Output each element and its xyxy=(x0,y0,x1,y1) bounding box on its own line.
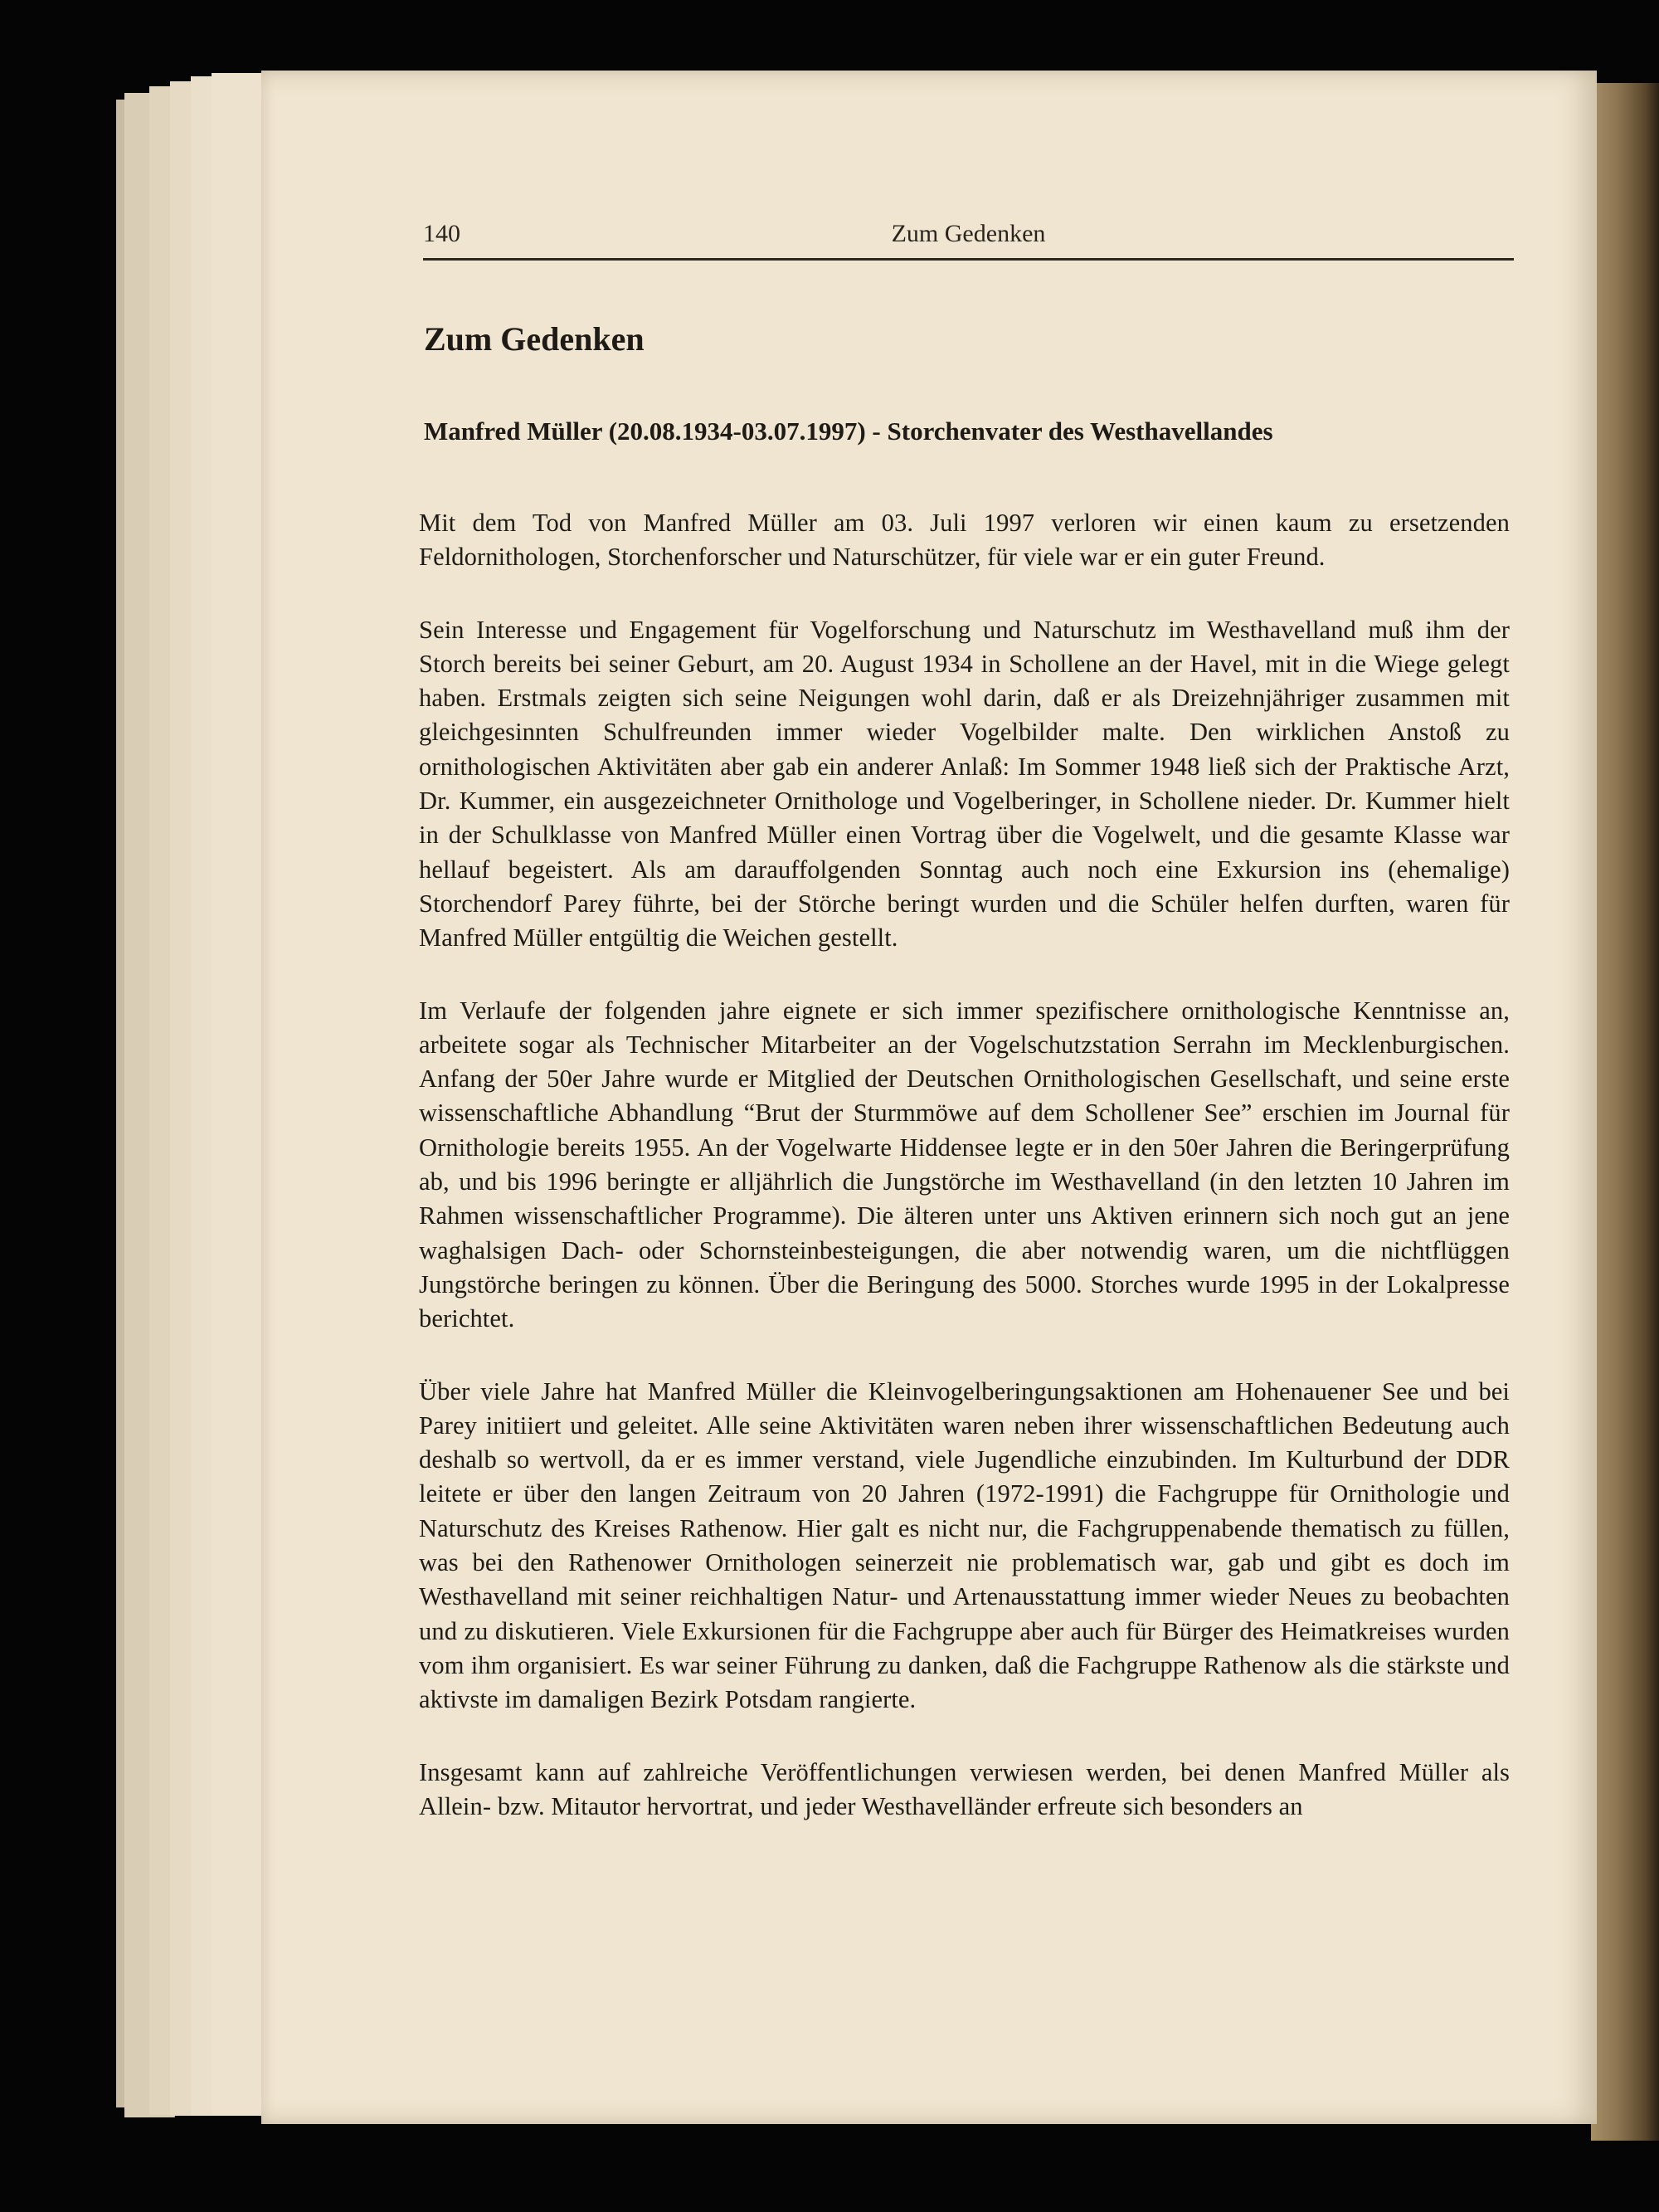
paragraph: Mit dem Tod von Manfred Müller am 03. Juli 1997 verloren wir einen kaum zu ersetzenden Feldornithologen, Storchenforscher und Naturschützer, für viele war er ein guter Freund. xyxy=(419,509,1510,572)
book-gutter xyxy=(1591,83,1659,2141)
paragraph: Insgesamt kann auf zahlreiche Veröffentlichungen verwiesen werden, bei denen Manfred Müller als Allein- bzw. Mitautor hervortrat, und jeder Westhavelländer erfreute sich besonders an xyxy=(419,1757,1510,1820)
paragraph: Sein Interesse und Engagement für Vogelforschung und Naturschutz im Westhavelland muß ihm der Storch bereits bei seiner Geburt, am 20. August 1934 in Schollene an der Havel, mit in die Wiege gelegt haben. Erstmals zeigten sich seine Neigungen wohl darin, daß er als Dreizehnjähriger zusammen mit gleichgesinnten Schulfreunden immer wieder Vogelbilder malte. Den wirklichen Anstoß zu ornithologischen Aktivitäten aber gab ein anderer Anlaß: Im Sommer 1948 ließ sich der Praktische Arzt, Dr. Kummer, ein ausgezeichneter Ornithologe und Vogelberinger, in Schollene nieder. Dr. Kummer hielt in der Schulklasse von Manfred Müller einen Vortrag über die Vogelwelt, und die gesamte Klasse war hellauf begeistert. Als am darauffolgenden Sonntag auch noch eine Exkursion ins (ehemalige) Storchendorf Parey führte, bei der Störche beringt wurden und die Schüler helfen durften, waren für Manfred Müller entgültig die Weichen gestellt. xyxy=(419,615,1510,953)
paragraph: Im Verlaufe der folgenden jahre eignete er sich immer spezifischere ornithologische Kenntnisse an, arbeitete sogar als Technischer Mitarbeiter an der Vogelschutzstation Serrahn im Mecklenburgischen. Anfang der 50er Jahre wurde er Mitglied der Deutschen Ornithologischen Gesellschaft, und seine erste wissenschaftliche Abhandlung “Brut der Sturmmöwe auf dem Schollener See” erschien im Journal für Ornithologie bereits 1955. An der Vogelwarte Hiddensee legte er in den 50er Jahren die Beringerprüfung ab, und bis 1996 beringte er alljährlich die Jungstörche im Westhavelland (in den letzten 10 Jahren im Rahmen wissenschaftlicher Programme). Die älteren unter uns Aktiven erinnern sich noch gut an jene waghalsigen Dach- oder Schornsteinbesteigungen, die aber notwendig waren, um die nichtflüggen Jungstörche beringen zu können. Über die Beringung des 5000. Storches wurde 1995 in der Lokalpresse berichtet. xyxy=(419,996,1510,1333)
paragraph: Über viele Jahre hat Manfred Müller die Kleinvogelberingungsaktionen am Hohenauener See und bei Parey initiiert und geleitet. Alle seine Aktivitäten waren neben ihrer wissenschaftlichen Bedeutung auch deshalb so wertvoll, da er es immer verstand, viele Jugendliche einzubinden. Im Kulturbund der DDR leitete er über den langen Zeitraum von 20 Jahren (1972-1991) die Fachgruppe für Ornithologie und Naturschutz des Kreises Rathenow. Hier galt es nicht nur, die Fachgruppenabende thematisch zu füllen, was bei den Rathenower Ornithologen seinerzeit nie problematisch war, gab und gibt es doch im Westhavelland mit seiner reichhaltigen Natur- und Artenausstattung immer wieder Neues zu beobachten und zu diskutieren. Viele Exkursionen für die Fachgruppe aber auch für Bürger des Heimatkreises wurden vom ihm organisiert. Es war seiner Führung zu danken, daß die Fachgruppe Rathenow als die stärkste und aktivste im damaligen Bezirk Potsdam rangierte. xyxy=(419,1376,1510,1714)
article-subtitle: Manfred Müller (20.08.1934-03.07.1997) - Storchenvater des Westhavellandes xyxy=(424,417,1273,446)
running-header xyxy=(423,220,1514,251)
header-rule xyxy=(423,258,1514,261)
book-page xyxy=(261,71,1597,2124)
page-number: 140 xyxy=(423,220,460,247)
article-body xyxy=(419,319,1510,1862)
page-edge xyxy=(212,73,262,2116)
running-title: Zum Gedenken xyxy=(891,220,1046,247)
article-title: Zum Gedenken xyxy=(424,320,645,358)
